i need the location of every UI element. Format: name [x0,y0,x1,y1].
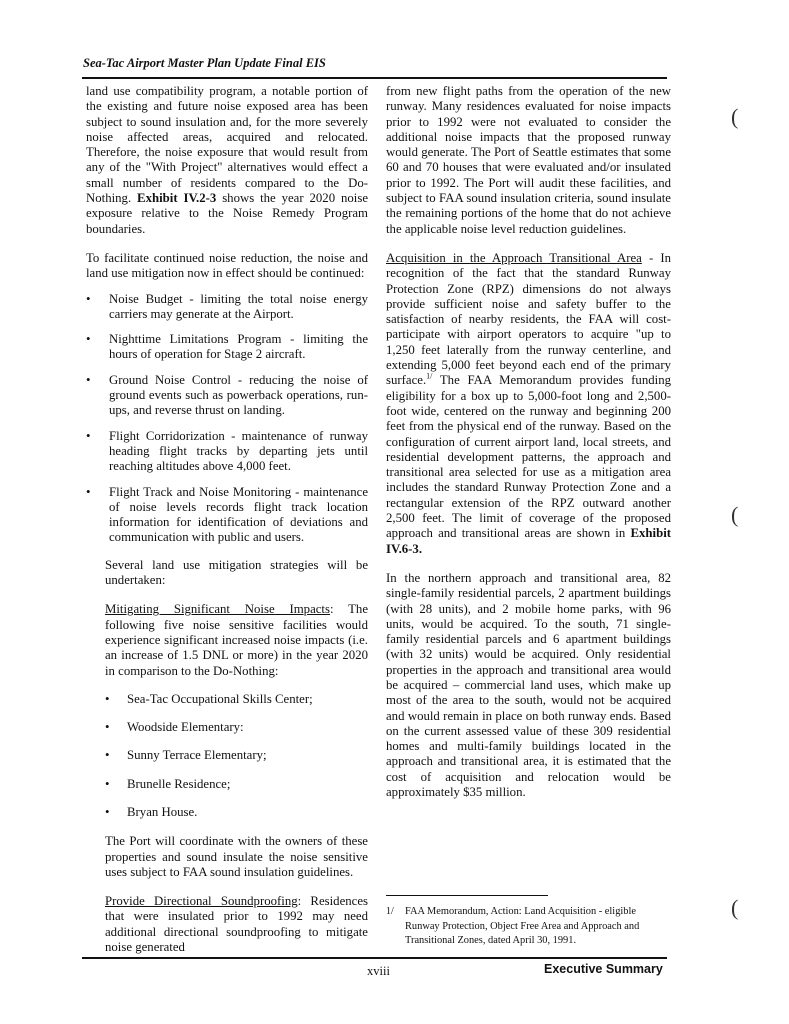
coordination-paragraph: The Port will coordinate with the owners of these properties and sound insulate the noise sensitive uses subject to FAA sound insulation guidelines. [105,834,368,879]
facilities-list [105,692,368,820]
revision-mark: ( [731,502,739,527]
soundproofing-heading: Provide Directional Soundproofing [105,894,298,909]
list-item: • Brunelle Residence; [105,776,231,791]
footnote-mark: 1/ [386,906,394,917]
acquisition-paragraph: Acquisition in the Approach Transitional Area - In recognition of the fact that the standard Runway Protection Zone (RPZ) dimensions do not always provide sufficient noise and safety buffer to the satisfaction of nearby residents, the FAA will cost-participate with airport operators to acquire "up to 1,250 feet laterally from the runway centerline, and extending 5,000 feet beyond each end of the primary surface.$^{1/}$ The FAA Memorandum provides funding eligibility for a box up to 5,000-foot long and 2,500-foot wide, centered on the runway and beginning 200 feet from the physical end of the runway. Based on the configuration of current airport land, local streets, and residential development patterns, the approach and transitional area selected for use as a mitigation area includes the standard Runway Protection Zone and a rectangular extension of the RPZ outward another 2,500 feet. The limit of coverage of the proposed approach and transitional areas are shown in Exhibit IV.6-3. [386,250,672,556]
continuation-paragraph: To facilitate continued noise reduction, the noise and land use mitigation now in effect should be continued: [86,250,368,281]
acquisition-detail-paragraph: In the northern approach and transitional area, 82 single-family residential parcels, 2 apartment buildings (with 28 units), and 2 mobile home parks, with 96 units, would be acquired. To the south, 71 single-family residential parcels and 6 apartment buildings (with 32 units) would be acquired. Only residential properties in the approach and transitional area would be acquired – commercial land uses, which make up most of the area to the south, would not be acquired and would remain in place on both runway ends. Based on the current assessed value of these 309 residential homes and multi-family buildings located in the approach and transitional area, it is estimated that the cost of acquisition and relocation would be approximately $35 million. [386,570,671,800]
bullet-icon: • [86,332,91,347]
bullet-icon: • [105,720,110,735]
bullet-icon: • [105,776,110,791]
bullet-icon: • [105,804,110,819]
bullet-icon: • [86,484,91,499]
bullet-icon: • [105,748,110,763]
mitigating-heading: Mitigating Significant Noise Impacts [105,602,330,617]
footnote-text: FAA Memorandum, Action: Land Acquisition - eligible Runway Protection, Object Free Area and Approach and Transitional Zones, dated April 30, 1991. [405,906,640,947]
footnote-reference: 1/ [426,372,433,382]
revision-mark: ( [731,104,739,129]
list-item: • Noise Budget - limiting the total noise energy carriers may generate at the Airport. [86,291,368,321]
header-rule [82,77,667,79]
left-column [86,84,368,955]
running-header: Sea-Tac Airport Master Plan Update Final EIS [83,56,326,70]
list-item: • Sea-Tac Occupational Skills Center; [105,691,313,706]
list-item: • Flight Track and Noise Monitoring - maintenance of noise levels records flight track location information for identification of deviations and communication with public and users. [86,484,368,545]
list-item: • Bryan House. [105,804,198,819]
soundproofing-paragraph: Provide Directional Soundproofing: Residences that were insulated prior to 1992 may need additional directional soundproofing to mitigate noise generated [105,894,368,955]
list-item: • Nighttime Limitations Program - limiting the hours of operation for Stage 2 aircraft. [86,332,368,362]
revision-mark: ( [731,895,739,920]
section-title: Executive Summary [544,962,663,976]
exhibit-reference: Exhibit IV.2-3 [137,191,217,206]
bullet-icon: • [86,291,91,306]
soundproofing-continuation: from new flight paths from the operation of the new runway. Many residences evaluated for noise impacts prior to 1992 were not evaluated to consider the additional noise impacts that the proposed runway would generate. The Port of Seattle estimates that some 60 and 70 houses that were evaluated and/or insulated prior to 1992. The Port will audit these facilities, and subject to FAA sound insulation criteria, sound insulate the remaining portions of the home that do not achieve the applicable noise level reduction guidelines. [386,84,671,236]
bullet-icon: • [105,691,110,706]
list-item: • Flight Corridorization - maintenance of runway heading flight tracks by departing jets until reaching altitudes above 4,000 feet. [86,428,368,474]
mitigating-paragraph: Mitigating Significant Noise Impacts: The following five noise sensitive facilities would experience significant increased noise impacts (i.e. an increase of 1.5 DNL or more) in the year 2020 in comparison to the Do-Nothing: [105,602,368,678]
footnote [386,905,671,949]
strategies-intro: Several land use mitigation strategies will be undertaken: [105,557,368,588]
page-number: xviii [367,964,390,978]
mitigation-bullet-list [86,292,368,546]
bullet-icon: • [86,428,91,443]
right-column [386,84,671,800]
footnote-rule [386,895,548,896]
list-item: • Sunny Terrace Elementary; [105,748,267,763]
acquisition-heading: Acquisition in the Approach Transitional Area [386,250,642,265]
list-item: • Woodside Elementary: [105,720,244,735]
exhibit-reference: Exhibit IV.6-3 [386,526,672,556]
list-item: • Ground Noise Control - reducing the noise of ground events such as powerback operations, run-ups, and reverse thrust on landing. [86,372,368,418]
footer-rule [82,957,667,959]
intro-paragraph: land use compatibility program, a notable portion of the existing and future noise exposed area has been subject to sound insulation and, for the more severely noise affected areas, acquired and relocated. Therefore, the noise exposure that would result from any of the "With Project" alternatives would effect a small number of residents compared to the Do-Nothing. Exhibit IV.2-3 shows the year 2020 noise exposure relative to the Noise Remedy Program boundaries. [86,84,368,236]
land-use-section [105,558,368,956]
bullet-icon: • [86,372,91,387]
